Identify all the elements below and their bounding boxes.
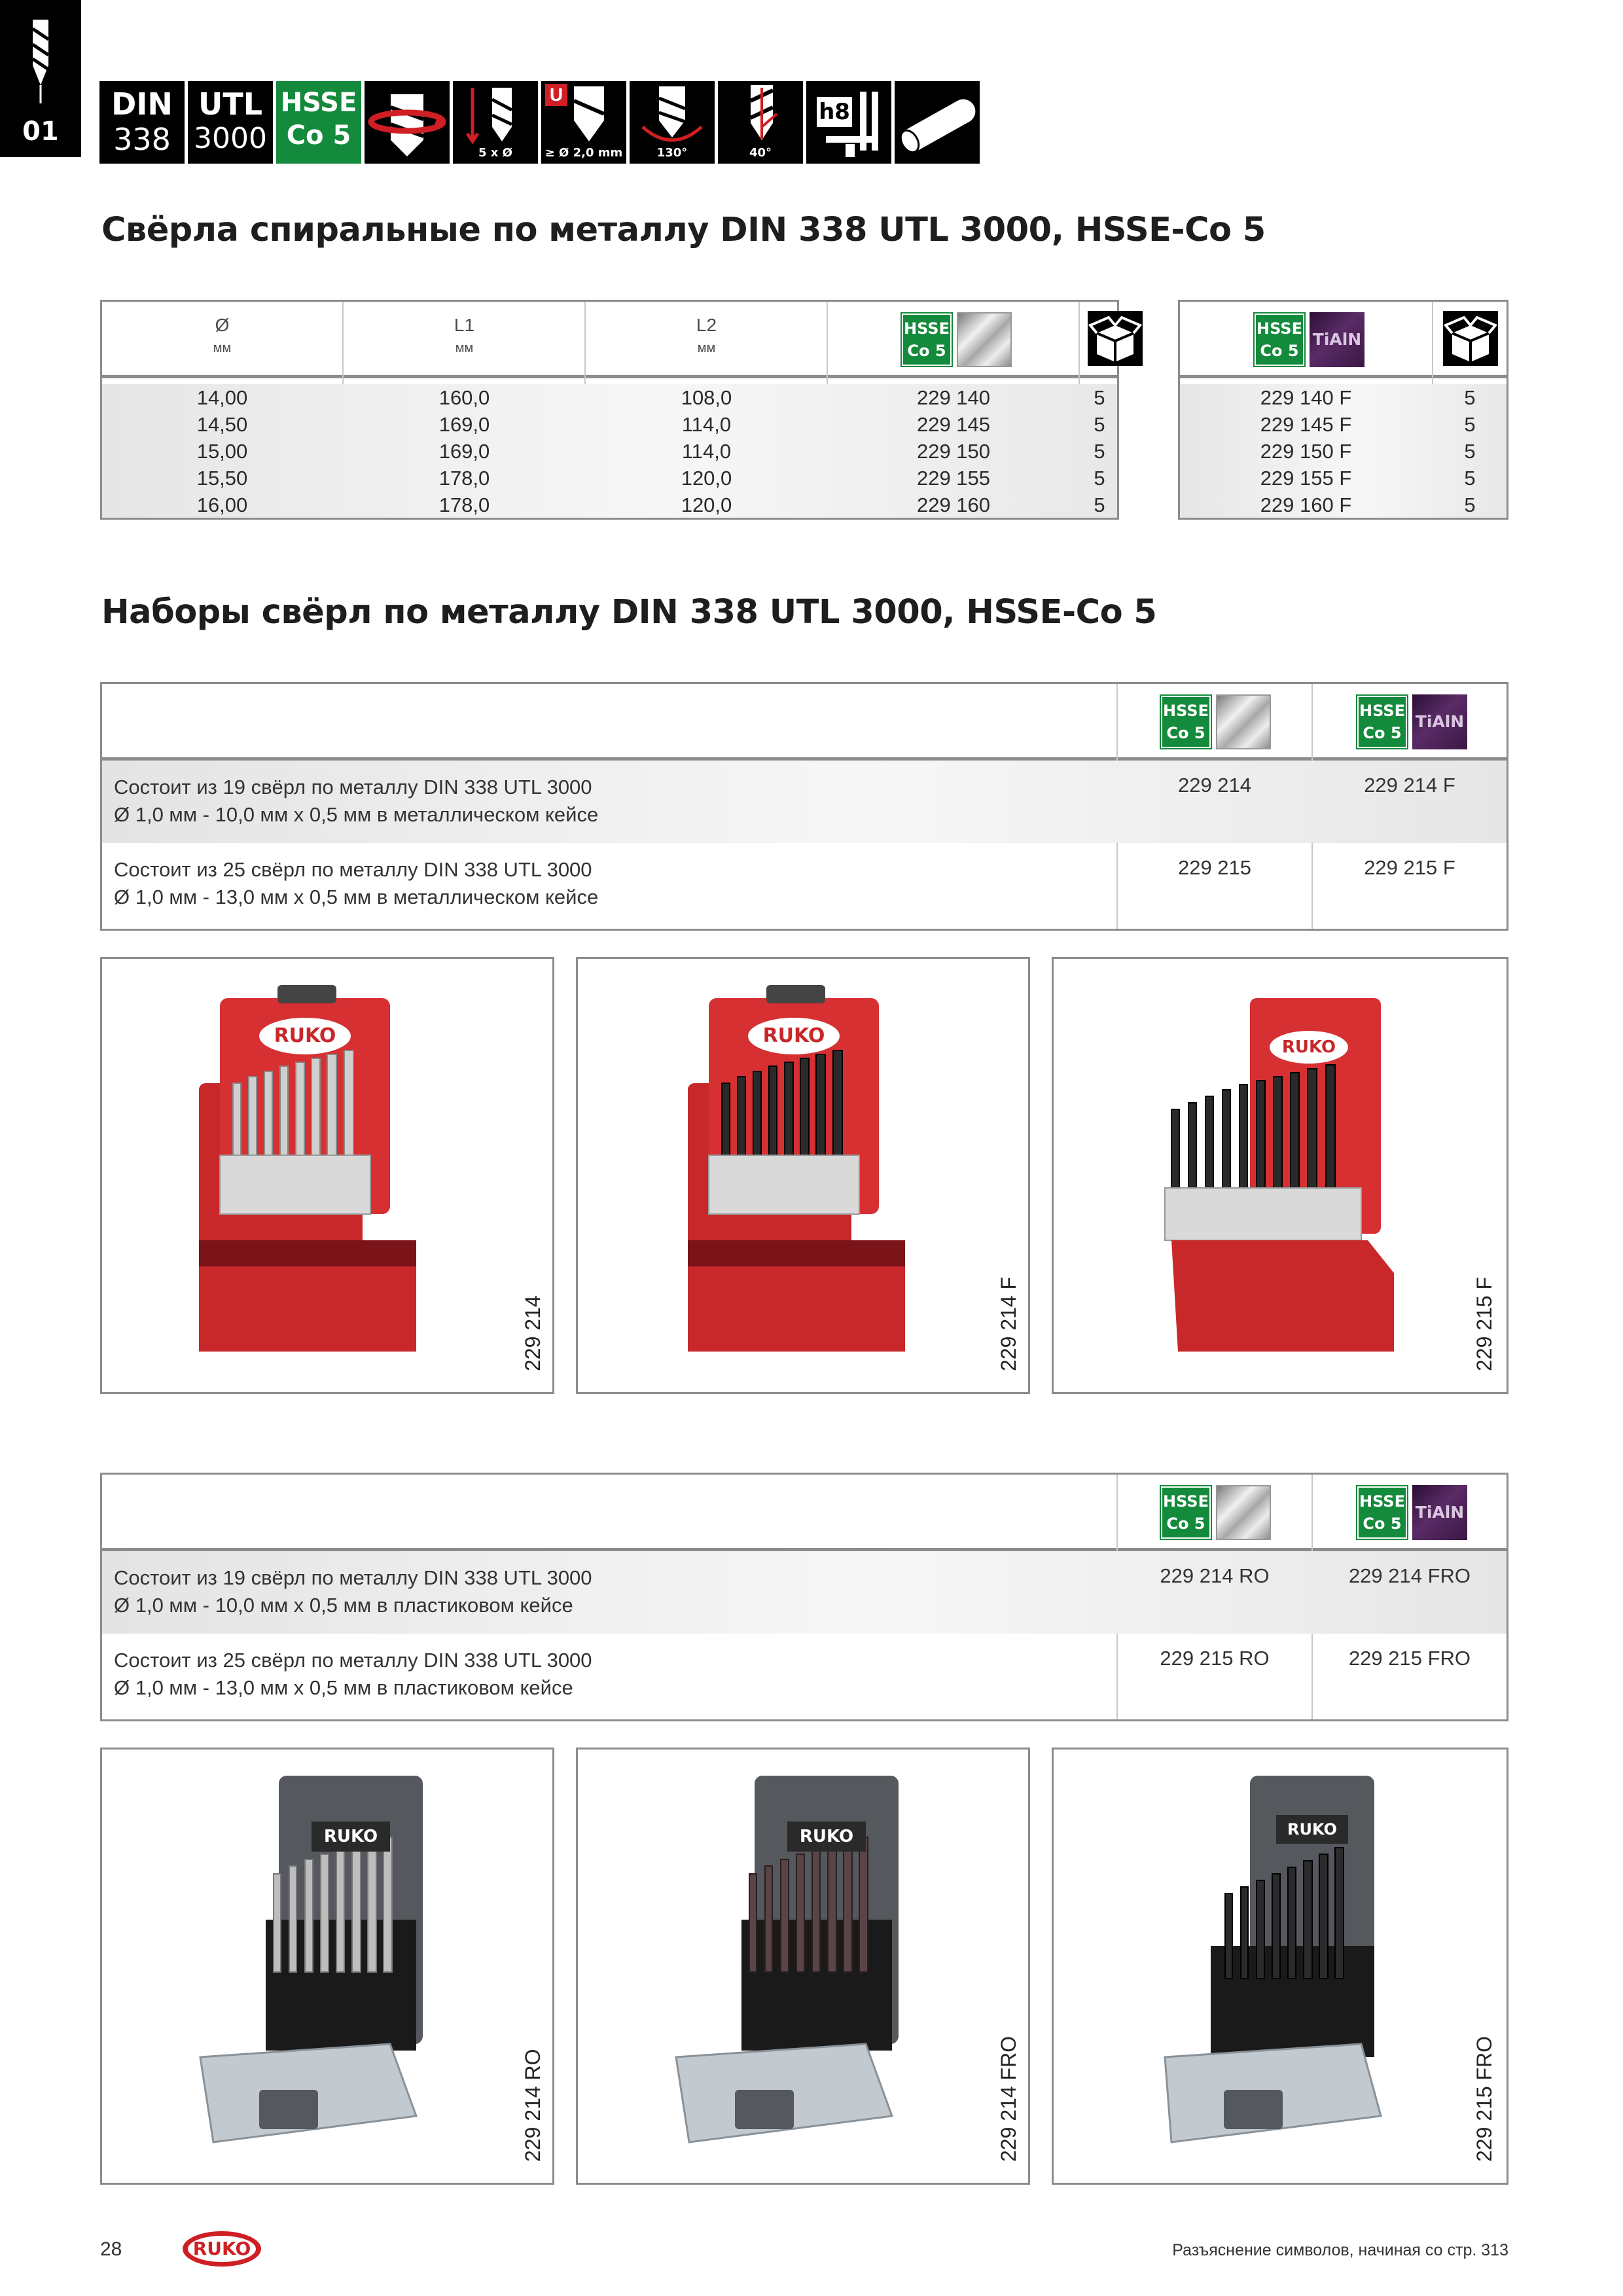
point-angle-icon: 130°: [630, 81, 715, 164]
header-l1: L1 мм: [454, 315, 475, 355]
cylindrical-shank-icon: [895, 81, 980, 164]
ruko-badge: RUKO: [1270, 1031, 1348, 1064]
set-table-metal: [100, 682, 1508, 931]
table-row: 15,00 169,0 114,0 229 150 5: [102, 438, 1117, 465]
ruko-logo: [181, 2229, 263, 2269]
caliper-icon: h8: [806, 81, 891, 164]
table-row: 229 140 F 5: [1180, 384, 1507, 411]
table-row: 229 160 F 5: [1180, 492, 1507, 518]
ruko-badge: RUKO: [259, 1018, 351, 1054]
section2-title: Наборы свёрл по металлу DIN 338 UTL 3000, HSSE-Co 5: [101, 593, 1157, 632]
tialn-coating-icon: TiAlN: [1412, 1485, 1467, 1540]
chapter-number: 01: [22, 117, 59, 147]
set-table-plastic: [100, 1473, 1508, 1721]
photo-caption: 229 214 FRO: [997, 2036, 1020, 2162]
hsse-co5-badge: HSSE Co 5: [902, 314, 952, 366]
product-photo-plastic-case: [576, 1748, 1030, 2185]
hsse-co5-icon: HSSE Co 5: [276, 81, 361, 164]
table-row: 14,00 160,0 108,0 229 140 5: [102, 384, 1117, 411]
split-point-icon: U ≥ Ø 2,0 mm: [541, 81, 626, 164]
drill-bit-icon: [18, 20, 63, 105]
table-row: 16,00 178,0 120,0 229 160 5: [102, 492, 1117, 518]
section1-title: Свёрла спиральные по металлу DIN 338 UTL 3000, HSSE-Co 5: [101, 211, 1266, 249]
table-row: 229 145 F 5: [1180, 411, 1507, 438]
package-qty-icon: [1088, 311, 1143, 366]
product-photo-metal-case: [576, 957, 1030, 1394]
drill-table-tialn: [1178, 300, 1508, 520]
chapter-tab: [0, 0, 81, 157]
drill-length-icon: 5 x Ø: [453, 81, 538, 164]
table-row: 229 150 F 5: [1180, 438, 1507, 465]
photo-caption: 229 214 F: [997, 1276, 1020, 1371]
tialn-coating-icon: TiAlN: [1310, 312, 1364, 367]
photo-caption: 229 214 RO: [521, 2049, 544, 2162]
product-photo-plastic-case: [1052, 1748, 1508, 2185]
set-row: Состоит из 19 свёрл по металлу DIN 338 UTL 3000 Ø 1,0 мм - 10,0 мм x 0,5 мм в металлическом кейсе 229 214 229 214 F: [102, 761, 1507, 843]
ruko-badge: RUKO: [1276, 1815, 1348, 1844]
hsse-co5-badge: HSSE Co 5: [1357, 1486, 1407, 1539]
drill-table-header: [102, 302, 1117, 375]
photo-caption: 229 215 F: [1472, 1276, 1496, 1371]
header-separator: [102, 375, 1117, 378]
bright-finish-icon: [1216, 1485, 1271, 1540]
symbols-reference-note: Разъяснение символов, начиная со стр. 313: [1172, 2241, 1508, 2259]
right-hand-cut-icon: [365, 81, 450, 164]
utl-3000-icon: UTL 3000: [188, 81, 273, 164]
photo-caption: 229 214: [521, 1295, 544, 1371]
header-l2: L2 мм: [696, 315, 717, 355]
set-row: Состоит из 25 свёрл по металлу DIN 338 UTL 3000 Ø 1,0 мм - 13,0 мм x 0,5 мм в металлическом кейсе 229 215 229 215 F: [114, 856, 1455, 908]
ruko-badge: RUKO: [312, 1821, 390, 1852]
set-row: Состоит из 25 свёрл по металлу DIN 338 UTL 3000 Ø 1,0 мм - 13,0 мм x 0,5 мм в пластиковом кейсе 229 215 RO 229 215 FRO: [114, 1647, 1471, 1699]
set-row: Состоит из 19 свёрл по металлу DIN 338 UTL 3000 Ø 1,0 мм - 10,0 мм x 0,5 мм в пластиковом кейсе 229 214 RO 229 214 FRO: [102, 1551, 1507, 1634]
table-row: 14,50 169,0 114,0 229 145 5: [102, 411, 1117, 438]
package-qty-icon: [1443, 311, 1498, 366]
spec-icons: [99, 81, 980, 164]
din-338-icon: DIN 338: [99, 81, 185, 164]
helix-angle-icon: 40°: [718, 81, 803, 164]
bright-finish-icon: [957, 312, 1012, 367]
table-row: 15,50 178,0 120,0 229 155 5: [102, 465, 1117, 492]
photo-caption: 229 215 FRO: [1472, 2036, 1496, 2162]
table-row: 229 155 F 5: [1180, 465, 1507, 492]
product-photo-metal-case: [1052, 957, 1508, 1394]
product-photo-metal-case: [100, 957, 554, 1394]
ruko-logo-text: RUKO: [192, 2238, 251, 2259]
ruko-badge: RUKO: [787, 1821, 866, 1852]
hsse-co5-badge: HSSE Co 5: [1357, 696, 1407, 748]
ruko-badge: RUKO: [748, 1018, 840, 1054]
hsse-co5-badge: HSSE Co 5: [1255, 314, 1304, 366]
tialn-coating-icon: TiAlN: [1412, 694, 1467, 749]
drill-table: [100, 300, 1119, 520]
bright-finish-icon: [1216, 694, 1271, 749]
product-photo-plastic-case: [100, 1748, 554, 2185]
page-number: 28: [100, 2238, 122, 2260]
hsse-co5-badge: HSSE Co 5: [1161, 1486, 1211, 1539]
header-diameter: Ø мм: [213, 315, 232, 355]
hsse-co5-badge: HSSE Co 5: [1161, 696, 1211, 748]
